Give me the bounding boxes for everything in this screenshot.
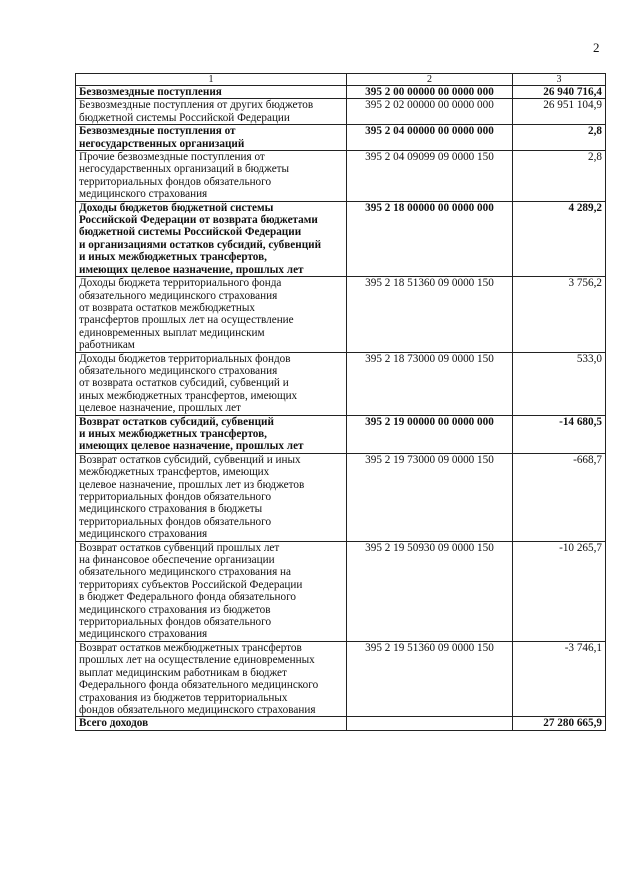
row-amount-cell: -668,7 <box>513 453 606 541</box>
row-code-cell: 395 2 19 50930 09 0000 150 <box>347 541 513 641</box>
row-amount-cell: 533,0 <box>513 352 606 415</box>
row-name-cell: Безвозмездные поступления от негосударственных организаций <box>76 125 347 151</box>
table-row <box>76 86 606 99</box>
row-code-cell: 395 2 04 09099 09 0000 150 <box>347 151 513 202</box>
row-amount-cell: -10 265,7 <box>513 541 606 641</box>
table-row <box>76 717 606 730</box>
row-name-cell: Доходы бюджетов бюджетной системы Российской Федерации от возврата бюджетами бюджетной системы Российской Федерации и организациями остатков субсидий, субвенций и иных межбюджетных трансфертов, имеющих целевое назначение, прошлых лет <box>76 201 347 276</box>
table-header-row <box>76 74 606 86</box>
table-row <box>76 641 606 716</box>
table-row <box>76 415 606 453</box>
row-amount-cell: -14 680,5 <box>513 415 606 453</box>
row-code-cell: 395 2 19 51360 09 0000 150 <box>347 641 513 716</box>
page-number: 2 <box>593 40 600 55</box>
row-code-cell: 395 2 02 00000 00 0000 000 <box>347 99 513 125</box>
row-name-cell: Всего доходов <box>76 717 347 730</box>
column-header-1: 1 <box>76 74 347 86</box>
table-row <box>76 201 606 276</box>
row-amount-cell: 2,8 <box>513 125 606 151</box>
row-amount-cell: 26 951 104,9 <box>513 99 606 125</box>
revenue-table <box>75 73 606 731</box>
column-header-3: 3 <box>513 74 606 86</box>
row-name-cell: Безвозмездные поступления <box>76 86 347 99</box>
table-row <box>76 151 606 202</box>
row-code-cell: 395 2 18 00000 00 0000 000 <box>347 201 513 276</box>
row-code-cell: 395 2 18 73000 09 0000 150 <box>347 352 513 415</box>
table-row <box>76 99 606 125</box>
row-code-cell: 395 2 04 00000 00 0000 000 <box>347 125 513 151</box>
row-amount-cell: 27 280 665,9 <box>513 717 606 730</box>
table-row <box>76 277 606 352</box>
row-name-cell: Прочие безвозмездные поступления от негосударственных организаций в бюджеты территориальных фондов обязательного медицинского страхования <box>76 151 347 202</box>
row-name-cell: Возврат остатков субсидий, субвенций и иных межбюджетных трансфертов, имеющих целевое назначение, прошлых лет из бюджетов территориальных фондов обязательного медицинского страхования в бюджеты территориальных фондов обязательного медицинского страхования <box>76 453 347 541</box>
row-code-cell: 395 2 00 00000 00 0000 000 <box>347 86 513 99</box>
row-code-cell: 395 2 18 51360 09 0000 150 <box>347 277 513 352</box>
row-amount-cell: 3 756,2 <box>513 277 606 352</box>
row-code-cell: 395 2 19 00000 00 0000 000 <box>347 415 513 453</box>
row-name-cell: Возврат остатков субвенций прошлых лет на финансовое обеспечение организации обязательного медицинского страхования на территориях субъектов Российской Федерации в бюджет Федерального фонда обязательного медицинского страхования из бюджетов территориальных фондов обязательного медицинского страхования <box>76 541 347 641</box>
row-name-cell: Доходы бюджета территориального фонда обязательного медицинского страхования от возврата остатков межбюджетных трансфертов прошлых лет на осуществление единовременных выплат медицинским работникам <box>76 277 347 352</box>
row-name-cell: Безвозмездные поступления от других бюджетов бюджетной системы Российской Федерации <box>76 99 347 125</box>
table-row <box>76 125 606 151</box>
row-code-cell <box>347 717 513 730</box>
row-name-cell: Доходы бюджетов территориальных фондов обязательного медицинского страхования от возврата остатков субсидий, субвенций и иных межбюджетных трансфертов, имеющих целевое назначение, прошлых лет <box>76 352 347 415</box>
row-amount-cell: 2,8 <box>513 151 606 202</box>
row-amount-cell: -3 746,1 <box>513 641 606 716</box>
column-header-2: 2 <box>347 74 513 86</box>
row-amount-cell: 26 940 716,4 <box>513 86 606 99</box>
row-amount-cell: 4 289,2 <box>513 201 606 276</box>
row-name-cell: Возврат остатков межбюджетных трансфертов прошлых лет на осуществление единовременных выплат медицинским работникам в бюджет Федерального фонда обязательного медицинского страхования из бюджетов территориальных фондов обязательного медицинского страхования <box>76 641 347 716</box>
table-row <box>76 352 606 415</box>
row-code-cell: 395 2 19 73000 09 0000 150 <box>347 453 513 541</box>
table-row <box>76 453 606 541</box>
row-name-cell: Возврат остатков субсидий, субвенций и иных межбюджетных трансфертов, имеющих целевое назначение, прошлых лет <box>76 415 347 453</box>
table-row <box>76 541 606 641</box>
